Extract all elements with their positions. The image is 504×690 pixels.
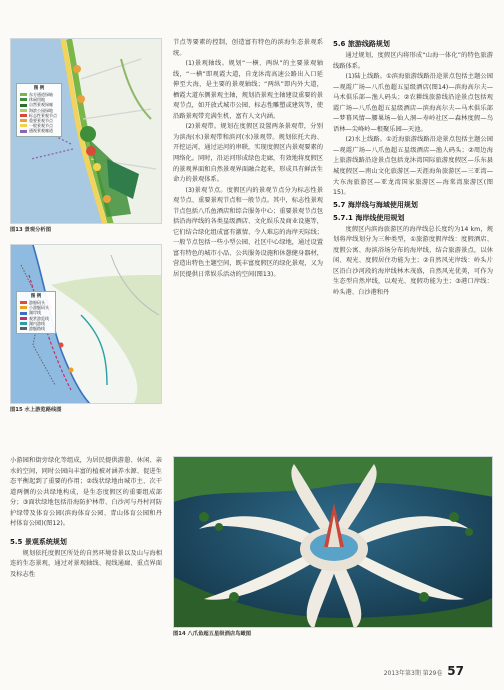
text-column-b (333, 38, 493, 298)
paragraph: 规划依托度假区所处的自然环境背景以及山与海相连的生态景观，通过对景观轴线、视线通廊、重点界面及标志性 (10, 549, 162, 578)
figure-13-landscape-map (10, 38, 162, 224)
legend-label: 标志性景观节点 (29, 112, 57, 118)
paragraph: (1)陆上线路。①滨海旅游线路沿途景点包括主题公园—观霞广场—八爪鱼超五星级酒店(图14)—滨海高尔夫—马术俱乐部—渔人码头；②农耕线旅游线沿途景点包括观霞广场—八爪鱼超五星级酒店—滨海高尔夫—马术俱乐部—梦幕风情—腰果场—仙人洞—寿岭社区—森林度假—鸟语林—尖峰岭—根聚乐园—天池。 (333, 73, 493, 133)
legend-label: 东方通道绿轴 (29, 92, 53, 97)
legend-swatch (20, 327, 27, 330)
figure-15-water-route-map (10, 244, 162, 404)
legend-swatch (20, 317, 27, 320)
paragraph: 通过规划，度假区内将形成“山海一体化”的特色旅游线路体系。 (333, 52, 493, 70)
legend-swatch (20, 306, 27, 309)
legend-label: 一般景观节点 (29, 123, 53, 129)
legend-swatch (20, 114, 27, 117)
figure-14-caption: 图14 八爪鱼超五星级酒店鸟瞰图 (173, 631, 252, 637)
fig15-legend-title: 图 例 (30, 294, 42, 299)
legend-label: 海滨公园绿地 (29, 107, 53, 113)
page-footer (384, 664, 464, 678)
legend-label: 自然景观绿廊 (29, 102, 53, 108)
legend-label: 湖岸线 (29, 310, 41, 316)
legend-swatch (20, 301, 27, 304)
fig15-legend-item (20, 326, 52, 331)
section-heading-5-7-1: 5.7.1 海岸线使用规划 (333, 213, 405, 222)
legend-swatch (20, 119, 27, 122)
legend-swatch (20, 322, 27, 325)
legend-label: 游艇路线 (29, 326, 45, 332)
paragraph: (2)水上线路。①近海旅游线路沿途景点包括主题公园—观霞广场—八爪鱼超五星级酒店—渔人码头；②周边海上旅游线路沿途景点包括龙沐湾国际旅游度假区—乐东县城度假区—南山文化旅游区—天涯海角旅游区—三亚湾—大东海旅游区—亚龙湾国家旅游区—海棠湾旅游区(图15)。 (333, 136, 493, 197)
figure-14-hotel-aerial-view (173, 456, 493, 628)
legend-swatch (20, 124, 27, 127)
section-heading-5-7: 5.7 海岸线与海域使用规划 (333, 200, 418, 209)
legend-label: 小游艇码头 (29, 305, 49, 311)
paragraph: (3)景观节点。度假区内的景观节点分为标志性景观节点、重要景观节点和一般节点。其中，标志性景观节点包括八爪鱼酒店和综合服务中心；重要景观节点包括沿海岸线的各类星级酒店、文化娱乐及商业设施等，它们结合绿化组成富有激情、令人难忘的海岸天际线；一般节点包括一些小型公园、社区中心绿地，通过设置富有特色的城市小品、公共服务设施和休憩健身器材，营造出特色主题空间，既丰富度假区的绿化景观，又为居民提供日常娱乐活动的空间(图13)。 (173, 186, 323, 279)
legend-label: 休闲用地 (29, 97, 45, 103)
legend-swatch (20, 93, 27, 96)
page-number: 57 (447, 664, 464, 678)
legend-label: 通视景观廊道 (29, 128, 53, 134)
legend-swatch (20, 104, 27, 107)
text-column-a (173, 38, 323, 281)
fig15-legend (16, 291, 56, 334)
figure-15-caption: 图15 水上游览路线图 (10, 407, 62, 413)
legend-label: 重要景观节点 (29, 118, 53, 124)
paragraph: 节点等要素的控制，创造富有特色的滨海生态景观系统。 (173, 39, 323, 57)
paragraph: (1)景观轴线。规划“一横、两纵”的主要景观轴线，“一横”即观霞大道，自龙沐湾高速公路出入口延伸至大海，是主要的景观轴线；“两纵”即内外大道，栖霞大道东侧景观主轴，规划沿景观主轴建设重要的景观节点，如开放式城市公园、标志性雕塑或建筑等，使沿路景观带充满生机，富有人文内涵。 (173, 60, 323, 120)
fig13-legend-title: 图 例 (33, 86, 45, 91)
legend-label: 观赏游览线 (29, 315, 49, 321)
legend-swatch (20, 98, 27, 101)
legend-label: 游船码头 (29, 300, 45, 305)
legend-swatch (20, 109, 27, 112)
fig13-legend (16, 83, 62, 137)
paragraph: (2)景观带。规划在度假区设置两条景观带，分别为滨海(水)景观带和滨河(水)景观带。规划依托大海、开挖运河，通过运河的串联，实现度假区内景观要素的网络化。同时，沿运河形成绿色走廊，有效地将度假区的景观界面和自然景观界面融合起来，形成具有鲜活生命力的景观体系。 (173, 123, 323, 184)
fig13-legend-item (20, 128, 58, 133)
text-column-c (10, 456, 162, 580)
legend-label: 湖内游线 (29, 320, 45, 326)
legend-swatch (20, 130, 27, 133)
section-heading-5-6: 5.6 旅游线路规划 (333, 40, 390, 48)
section-heading-5-5: 5.5 景观系统规划 (10, 537, 67, 546)
figure-13-caption: 图13 景观分析图 (10, 227, 51, 233)
paragraph: 度假区内滨海旅游区的海岸线总长度约为14 km，规划将岸线划分为三种类型，①旅游度假岸线：度假酒店、度假公寓、海滨浴场分布的海岸线，结合旅游景点，以休闲、观光、度假居住功能为主；②自然风光岸线：岭头片区沿白沙河段的海岸线林木茂盛，自然风光优美，可作为生态型自然岸线，以观光、度假功能为主；③港口岸线：岭头港、白沙港和丹 (333, 225, 493, 296)
hotel-rendering-graphic (174, 457, 493, 628)
paragraph: 小游园和街旁绿化等组成，为居民提供游憩、休闲、亲水的空间，同时公园向丰富的植被对涵养水源、促进生态平衡起到了重要的作用；②线状绿地由城市主、次干道两侧的公共绿地构成，是生态度假区的重要组成部分；③面状绿地包括沿海防护林带、白沙河与丹村河防护绿带及体育公园(滨海体育公园、青山体育公园和丹村体育公园)(图12)。 (10, 457, 162, 528)
legend-swatch (20, 312, 27, 315)
issue-info: 2013年第3期 第29卷 (383, 670, 443, 677)
